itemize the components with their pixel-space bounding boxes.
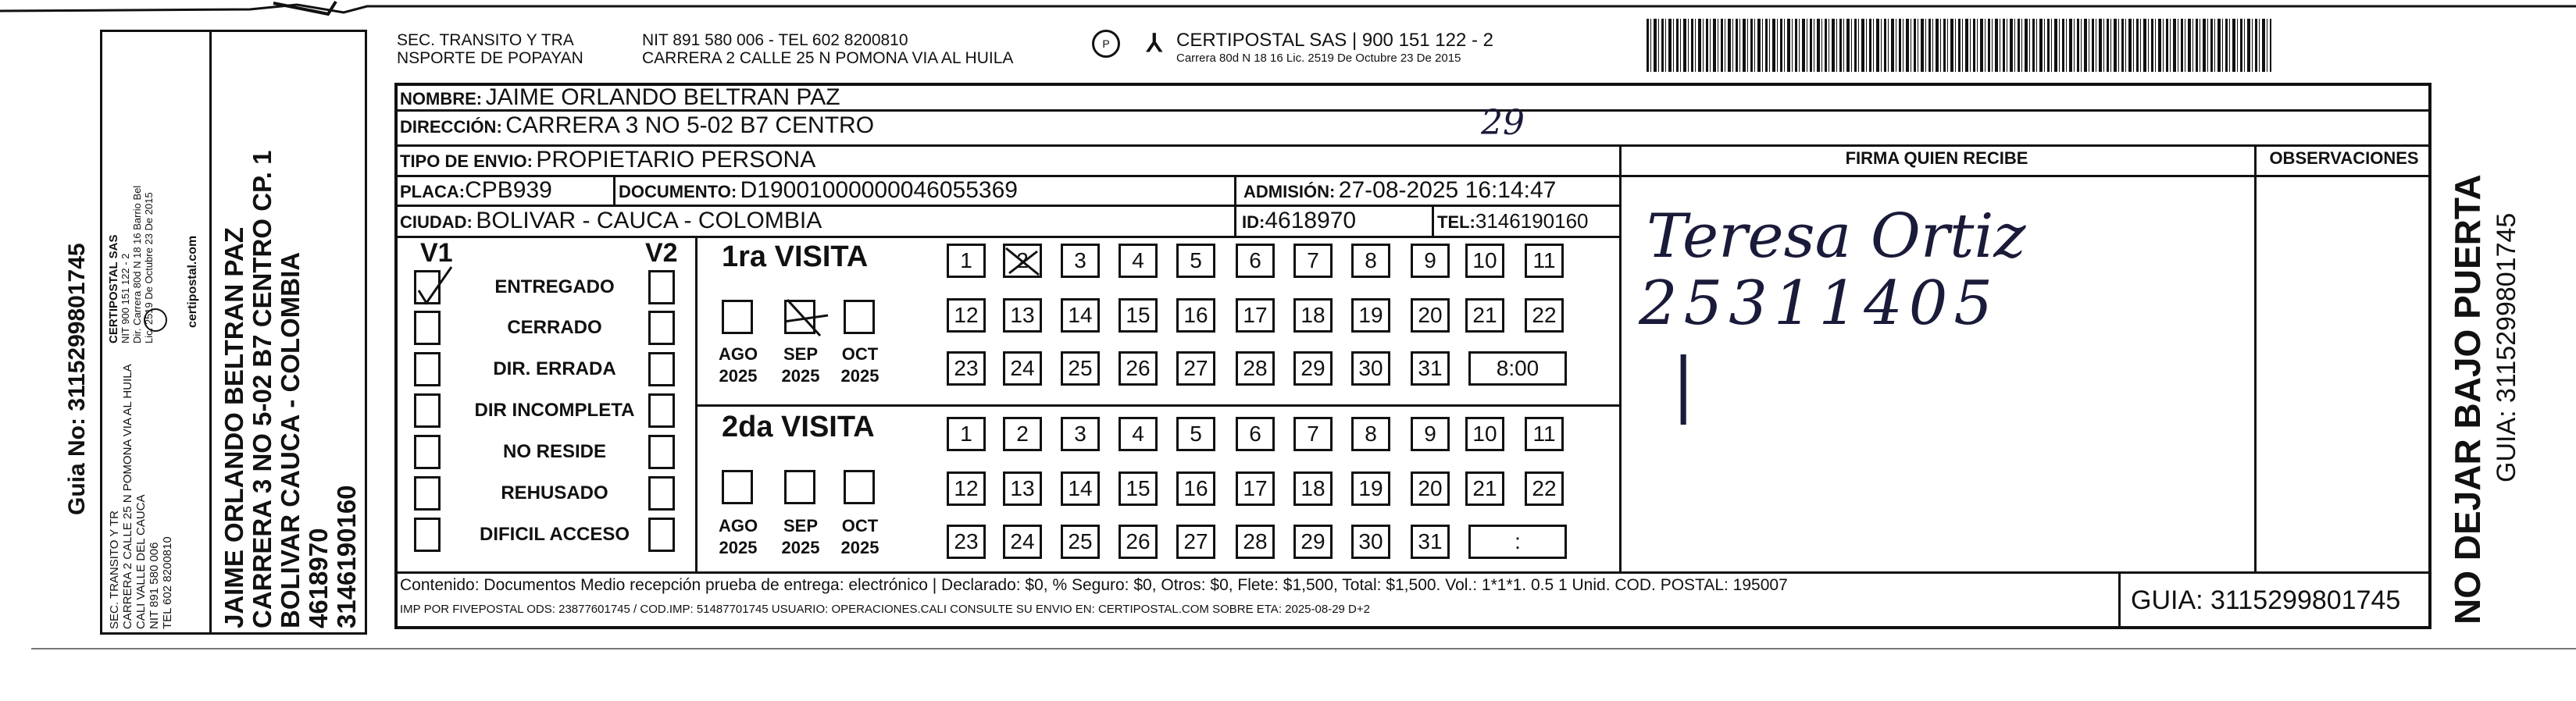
visita2-day[interactable]: 7	[1293, 417, 1333, 451]
visita2-day[interactable]: 2	[1003, 417, 1042, 451]
visita1-day-grid	[947, 244, 1587, 400]
nombre-field: NOMBRE: JAIME ORLANDO BELTRAN PAZ	[400, 84, 840, 110]
visita2-day[interactable]: 22	[1525, 471, 1564, 506]
certipostal-logo-icon: ⅄	[1147, 29, 1162, 57]
visita1-day[interactable]: 24	[1003, 351, 1042, 386]
visita2-title: 2da VISITA	[722, 411, 875, 443]
visita2-month-checkbox[interactable]	[722, 470, 753, 504]
visita1-day[interactable]: 12	[947, 298, 986, 333]
tipo-envio-field: TIPO DE ENVIO: PROPIETARIO PERSONA	[400, 147, 816, 173]
v1-checkbox[interactable]	[414, 518, 441, 552]
visita2-day[interactable]: 8	[1351, 417, 1390, 451]
visita2-day[interactable]: 31	[1411, 525, 1450, 559]
visita1-day[interactable]: 29	[1293, 351, 1333, 386]
status-rehusado: REHUSADO	[501, 482, 608, 504]
stub-logo-icon	[144, 308, 167, 332]
barcode	[1647, 19, 2271, 72]
visita1-day[interactable]: 1	[947, 244, 986, 278]
header-company-address: Carrera 80d N 18 16 Lic. 2519 De Octubre 23 De 2015	[1176, 52, 1461, 65]
visita1-title: 1ra VISITA	[722, 240, 869, 273]
firma-header: FIRMA QUIEN RECIBE	[1845, 148, 2028, 168]
visita2-day[interactable]: 25	[1061, 525, 1100, 559]
visita1-day[interactable]: 19	[1351, 298, 1390, 333]
visita2-day[interactable]: 18	[1293, 471, 1333, 506]
observaciones-header: OBSERVACIONES	[2269, 148, 2419, 168]
firma-handwritten-number: 25311405	[1639, 269, 2000, 339]
visita2-day[interactable]: 5	[1176, 417, 1215, 451]
visita1-day[interactable]: 8	[1351, 244, 1390, 278]
stub-divider	[209, 30, 212, 635]
visita2-day[interactable]: 12	[947, 471, 986, 506]
visita1-day[interactable]: 23	[947, 351, 986, 386]
visita2-month-checkbox[interactable]	[784, 470, 815, 504]
visita1-month: AGO 2025	[718, 344, 758, 386]
visita2-day[interactable]: 28	[1236, 525, 1275, 559]
stub-website: certipostal.com	[186, 235, 199, 328]
ciudad-field: CIUDAD: BOLIVAR - CAUCA - COLOMBIA	[400, 208, 822, 233]
visita1-day[interactable]: 17	[1236, 298, 1275, 333]
header-sender: SEC. TRANSITO Y TRA NSPORTE DE POPAYAN	[397, 31, 583, 67]
visita2-day[interactable]: 11	[1525, 417, 1564, 451]
visita2-day[interactable]: 13	[1003, 471, 1042, 506]
header-sender-address: CARRERA 2 CALLE 25 N POMONA VIA AL HUILA	[642, 49, 1014, 67]
visita2-day[interactable]: 14	[1061, 471, 1100, 506]
v1-checkbox[interactable]	[414, 311, 441, 345]
no-dejar-bajo-puerta: NO DEJAR BAJO PUERTA	[2447, 174, 2488, 624]
visita2-day[interactable]: 15	[1119, 471, 1158, 506]
visita2-month: OCT 2025	[840, 516, 879, 557]
visita2-day[interactable]: 20	[1411, 471, 1450, 506]
visita1-day[interactable]: 14	[1061, 298, 1100, 333]
footer-imp: IMP POR FIVEPOSTAL ODS: 23877601745 / COD.IMP: 51487701745 USUARIO: OPERACIONES.CALI CONSULTE SU ENVIO EN: CERTIPOSTAL.COM SOBRE ETA: 2025-08-29 D+2	[400, 603, 1370, 616]
logo-icon: P	[1092, 30, 1120, 58]
visita2-day[interactable]: 9	[1411, 417, 1450, 451]
stub-recipient: JAIME ORLANDO BELTRAN PAZ CARRERA 3 NO 5-02 B7 CENTRO CP. 1 BOLIVAR CAUCA - COLOMBIA 4618970 3146190160	[219, 150, 361, 628]
visita1-day[interactable]: 13	[1003, 298, 1042, 333]
status-visit-divider	[695, 236, 698, 571]
status-no-reside: NO RESIDE	[502, 441, 607, 462]
month-mark-icon	[778, 294, 833, 340]
tel-field: TEL:3146190160	[1437, 209, 1589, 233]
status-dificil-acceso: DIFICIL ACCESO	[479, 524, 630, 545]
visita1-day[interactable]: 16	[1176, 298, 1215, 333]
tel-divider	[1432, 205, 1434, 236]
visita2-month: SEP 2025	[781, 516, 820, 557]
visita2-day[interactable]: 21	[1465, 471, 1504, 506]
visit-divider	[695, 404, 1619, 407]
visita1-day[interactable]: 5	[1176, 244, 1215, 278]
visita2-day[interactable]: 1	[947, 417, 986, 451]
direccion-field: DIRECCIÓN: CARRERA 3 NO 5-02 B7 CENTRO	[400, 112, 875, 138]
visita1-month: OCT 2025	[840, 344, 879, 386]
visita1-day[interactable]: 22	[1525, 298, 1564, 333]
visita1-month-checkbox[interactable]	[722, 300, 753, 334]
visita1-day[interactable]: 31	[1411, 351, 1450, 386]
visita1-day[interactable]: 11	[1525, 244, 1564, 278]
v1-checkbox[interactable]	[414, 352, 441, 386]
header-company: CERTIPOSTAL SAS | 900 151 122 - 2	[1176, 30, 1493, 51]
status-dir-incompleta: DIR INCOMPLETA	[474, 400, 635, 421]
header-sender-nit: NIT 891 580 006 - TEL 602 8200810	[642, 31, 908, 49]
visita1-day[interactable]: 2	[1003, 244, 1042, 278]
obs-divider	[2254, 144, 2257, 571]
visita1-day[interactable]: 30	[1351, 351, 1390, 386]
status-entregado: ENTREGADO	[494, 276, 615, 297]
visita1-month-checkbox[interactable]	[844, 300, 875, 334]
visita2-day[interactable]: 6	[1236, 417, 1275, 451]
visita1-day[interactable]: 20	[1411, 298, 1450, 333]
footer-contenido: Contenido: Documentos Medio recepción prueba de entrega: electrónico | Declarado: $0, % Seguro: $0, Otros: $0, Flete: $1,500, Total: $1,500. Vol.: 1*1*1. 0.5 1 Unid. COD. POSTAL: 195007	[400, 576, 1788, 594]
status-cerrado: CERRADO	[507, 317, 602, 338]
visita1-day[interactable]: 15	[1119, 298, 1158, 333]
visita1-day[interactable]: 21	[1465, 298, 1504, 333]
admision-field: ADMISIÓN: 27-08-2025 16:14:47	[1243, 177, 1557, 203]
stub-sender: SEC. TRANSITO Y TR CARRERA 2 CALLE 25 N POMONA VIA AL HUILA CALI VALLE DEL CAUCA NIT 891 580 006 TEL 602 8200810	[108, 364, 174, 629]
status-v2-label: V2	[645, 238, 678, 268]
visita2-day[interactable]: 17	[1236, 471, 1275, 506]
visita2-month: AGO 2025	[718, 516, 758, 557]
visita1-day[interactable]: 25	[1061, 351, 1100, 386]
visita2-day[interactable]: 27	[1176, 525, 1215, 559]
placa-divider	[613, 175, 615, 205]
documento-field: DOCUMENTO: D19001000000046055369	[619, 177, 1018, 203]
visita1-day[interactable]: 10	[1465, 244, 1504, 278]
visita1-day[interactable]: 3	[1061, 244, 1100, 278]
visita1-month: SEP 2025	[781, 344, 820, 386]
v1-checkbox[interactable]	[414, 435, 441, 469]
stub-guia-number: Guia No: 3115299801745	[64, 243, 90, 515]
firma-header-line	[1619, 175, 2432, 177]
visita1-day[interactable]: 7	[1293, 244, 1333, 278]
visita2-day[interactable]: 29	[1293, 525, 1333, 559]
footer-divider	[2118, 571, 2121, 629]
visita2-day[interactable]: 16	[1176, 471, 1215, 506]
bottom-edge	[31, 648, 2576, 649]
visita1-day[interactable]: 9	[1411, 244, 1450, 278]
visita1-day[interactable]: 26	[1119, 351, 1158, 386]
visita2-day[interactable]: 24	[1003, 525, 1042, 559]
visita1-day[interactable]: 27	[1176, 351, 1215, 386]
firma-divider	[1619, 144, 1622, 571]
visita2-day[interactable]: 10	[1465, 417, 1504, 451]
row-line	[397, 205, 1620, 207]
stub-company: CERTIPOSTAL SAS NIT 900 151 122 - 2 Dir. Carrera 80d N 18 16 Barrio Bel Lic. 2519 De Octubre 23 De 2015	[107, 185, 155, 343]
placa-field: PLACA:CPB939	[400, 177, 552, 203]
firma-signature: Teresa Ortiz	[1647, 201, 2026, 272]
visita2-day[interactable]: 30	[1351, 525, 1390, 559]
v1-checkbox[interactable]	[414, 393, 441, 428]
visita1-day[interactable]: 28	[1236, 351, 1275, 386]
direccion-handwritten-note: 29	[1481, 103, 1525, 143]
visita1-time[interactable]: 8:00	[1468, 351, 1567, 386]
visita1-day[interactable]: 4	[1119, 244, 1158, 278]
status-v1-label: V1	[420, 238, 453, 268]
admision-divider	[1234, 175, 1236, 236]
row-line	[397, 236, 1620, 238]
visita2-time[interactable]: :	[1468, 525, 1567, 559]
visita2-day[interactable]: 19	[1351, 471, 1390, 506]
visita2-day[interactable]: 26	[1119, 525, 1158, 559]
status-dir-errada: DIR. ERRADA	[493, 358, 616, 379]
day-mark-icon	[1001, 242, 1045, 281]
visita1-day[interactable]: 6	[1236, 244, 1275, 278]
firma-stroke: |	[1672, 343, 1696, 425]
right-guia: GUIA: 3115299801745	[2492, 212, 2521, 482]
visita2-day[interactable]: 3	[1061, 417, 1100, 451]
id-field: ID:4618970	[1242, 208, 1357, 233]
visita2-day[interactable]: 23	[947, 525, 986, 559]
v1-checkbox[interactable]	[414, 476, 441, 511]
visita2-day-grid	[947, 417, 1587, 573]
footer-guia: GUIA: 3115299801745	[2131, 585, 2401, 615]
visita2-day[interactable]: 4	[1119, 417, 1158, 451]
visita1-day[interactable]: 18	[1293, 298, 1333, 333]
visita2-month-checkbox[interactable]	[844, 470, 875, 504]
